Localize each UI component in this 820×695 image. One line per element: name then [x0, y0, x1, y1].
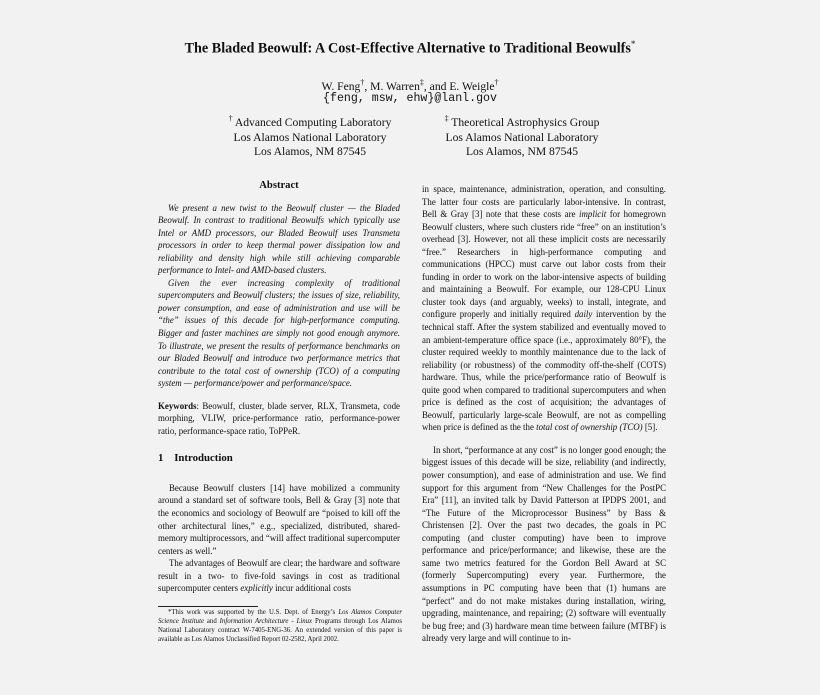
- author-name: W. Feng: [321, 79, 361, 93]
- left-column: [158, 180, 400, 595]
- body-paragraph: In short, “performance at any cost” is no longer good enough; the biggest issues of this decade will be size, reliability (and indirectly, power consumption), and ease of administration and use. We find support for this argument from “New Challenges for the PostPC Era” [11], an invited talk by David Patterson at IPDPS 2001, and “The Future of the Microprocessor Business” by Bass & Christensen [2]. Over the past two decades, the goals in PC computing (and cluster computing) have been to improve performance and price/performance; and likewise, these are the same two metrics featured for the Gordon Bell Award at SC (formerly Supercomputing) every year. Furthermore, the assumptions in PC computing have been that (1) humans are “perfect” and do not make mistakes during installation, wiring, upgrading, maintenance, and repairing; (2) software will eventually be bug free; and (3) hardware mean time between failure (MTBF) is already very large and will continue to in-: [422, 444, 666, 644]
- abstract-heading: Abstract: [259, 180, 299, 191]
- affiliation-right: ‡ Theoretical Astrophysics Group Los Alamos National Laboratory Los Alamos, NM 87545: [444, 114, 600, 159]
- footnote: *This work was supported by the U.S. Dept. of Energy’s Los Alamos Computer Science Institute and Information Architecture - Linux Programs through Los Alamos National Laboratory contract W-7405-ENG-36. An extended version of this paper is available as Los Alamos Unclassified Report 02-2582, April 2002.: [158, 609, 402, 644]
- author-name: E. Weigle: [449, 79, 495, 93]
- abstract-body: [158, 202, 400, 390]
- introduction-body: [158, 482, 400, 595]
- right-column: [422, 183, 666, 645]
- body-paragraph: Because Beowulf clusters [14] have mobilized a community around a standard set of software tools, Bell & Gray [3] note that the economics and sociology of Beowulf are “poised to kill off the other architectural lines,” e.g., specialized, distributed, shared-memory multiprocessors, and “will affect traditional supercomputer centers as well.”: [158, 482, 400, 556]
- author-list: W. Feng†, M. Warren‡, and E. Weigle†: [321, 78, 499, 93]
- body-paragraph: The advantages of Beowulf are clear; the hardware and software result in a two- to five-fold savings in cost as traditional supercomputer centers explicitly incur additional costs: [158, 558, 400, 594]
- abstract-paragraph: Given the ever increasing complexity of traditional supercomputers and Beowulf clusters; the issues of size, reliability, power consumption, and ease of administration and use will be “the” issues of this decade for high-performance computing. Bigger and faster machines are simply not good enough anymore. To illustrate, we present the results of performance benchmarks on our Bladed Beowulf and introduce two performance metrics that contribute to the total cost of ownership (TCO) of a computing system — performance/power and performance/space.: [158, 277, 400, 389]
- paper-title: The Bladed Beowulf: A Cost-Effective Alternative to Traditional Beowulfs*: [184, 39, 636, 57]
- section-heading-introduction: 1 Introduction: [158, 452, 233, 465]
- footnote-rule: [158, 606, 258, 607]
- author-emails: {feng, msw, ehw}@lanl.gov: [323, 92, 497, 105]
- author-name: M. Warren: [370, 79, 420, 93]
- abstract-paragraph: We present a new twist to the Beowulf cluster — the Bladed Beowulf. In contrast to traditional Beowulfs which typically use Intel or AMD processors, our Bladed Beowulf uses Transmeta processors in order to keep thermal power dissipation low and reliability and density high while still achieving comparable performance to Intel- and AMD-based clusters.: [158, 202, 400, 276]
- body-paragraph: in space, maintenance, administration, operation, and consulting. The latter four costs are particularly labor-intensive. In contrast, Bell & Gray [3] note that these costs are implicit for homegrown Beowulf clusters, where such clusters ride “free” on an institution’s overhead [3]. However, not all these implicit costs are necessarily “free.” Researchers in high-performance computing and communications (HPCC) must carve out labor costs from their funding in order to work on the labor-intensive aspects of building and maintaining a Beowulf. For example, our 128-CPU Linux cluster took days (and arguably, weeks) to install, integrate, and configure properly and initially required daily intervention by the technical staff. After the system stabilized and eventually moved to an ambient-temperature office space (i.e., approximately 80°F), the cluster required weekly to monthly maintenance due to the lack of reliability (or robustness) of the commodity off-the-shelf (COTS) hardware. Thus, while the price/performance ratio of Beowulf is quite good when compared to traditional supercomputers and when price is defined as the cost of acquisition; the advantages of Beowulf, particularly large-scale Beowulf, are not as compelling when price is defined as the the total cost of ownership (TCO) [5].: [422, 184, 667, 433]
- keywords: Keywords: Beowulf, cluster, blade server, RLX, Transmeta, code morphing, VLIW, price-performance ratio, performance-power ratio, performance-space ratio, ToPPeR.: [158, 400, 400, 436]
- title-footnote-mark: *: [630, 39, 636, 49]
- affiliation-left: † Advanced Computing Laboratory Los Alamos National Laboratory Los Alamos, NM 87545: [228, 114, 392, 159]
- keywords-label: Keywords: [158, 400, 197, 411]
